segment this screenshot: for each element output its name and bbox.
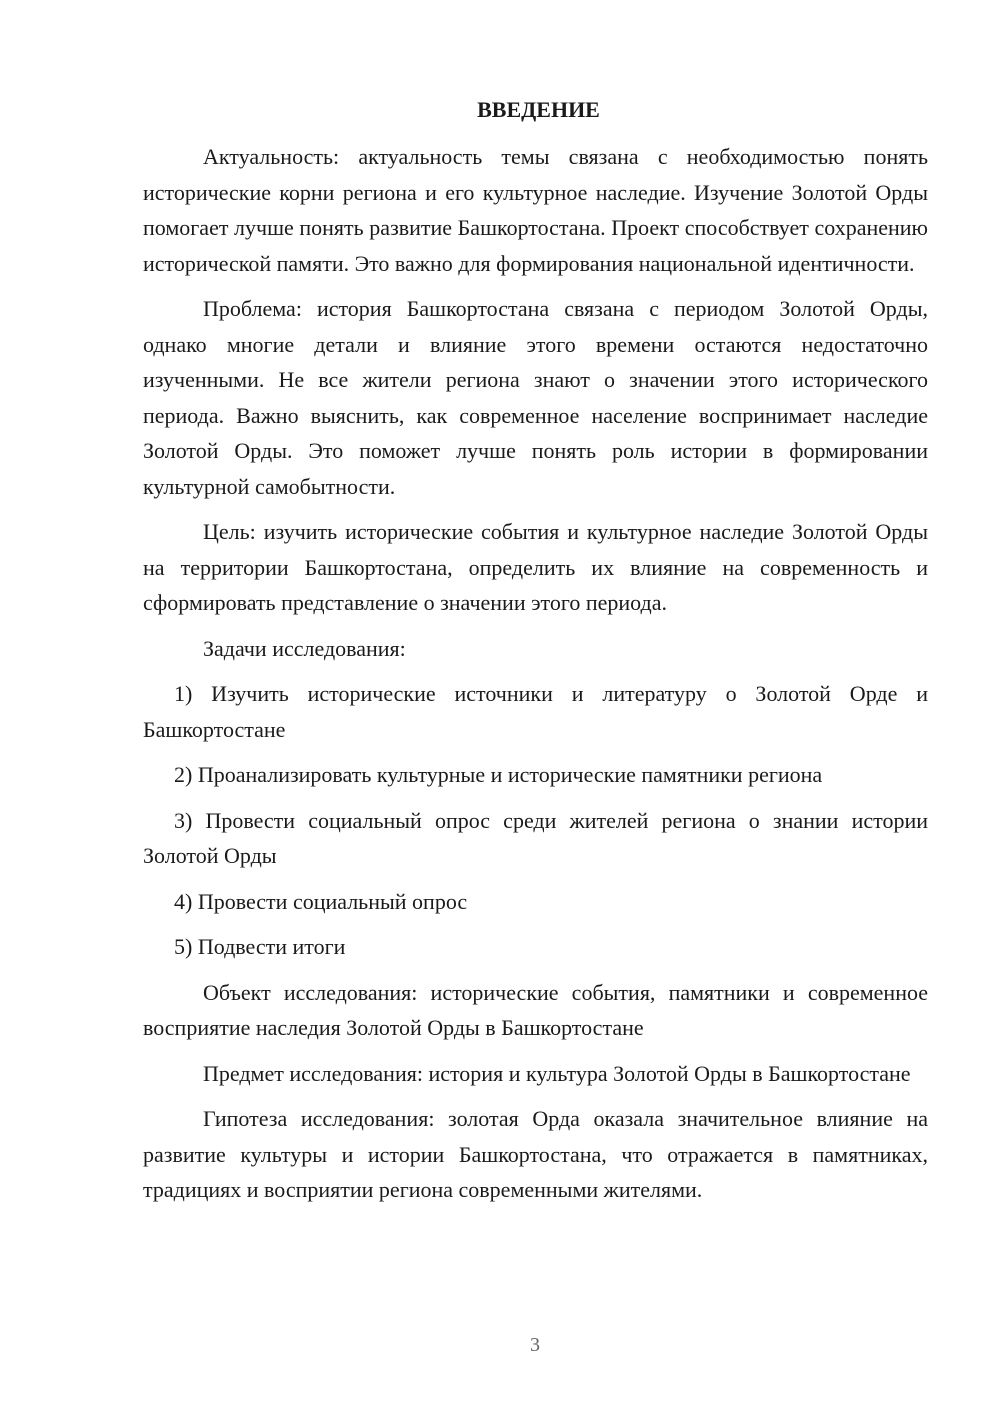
document-page [143, 92, 928, 1218]
task-item-4: 4) Провести социальный опрос [174, 888, 468, 914]
paragraph-hypothesis: Гипотеза исследования: золотая Орда оказала значительное влияние на развитие культуры и истории Башкортостана, что отражается в памятниках, традициях и восприятии региона современными жителями. [143, 1106, 928, 1202]
page-number: 3 [530, 1334, 540, 1356]
task-item-3: 3) Провести социальный опрос среди жителей региона о знании истории Золотой Орды [143, 807, 928, 868]
paragraph-subject: Предмет исследования: история и культура Золотой Орды в Башкортостане [203, 1060, 911, 1086]
paragraph-problem: Проблема: история Башкортостана связана с периодом Золотой Орды, однако многие детали и влияние этого времени остаются недостаточно изученными. Не все жители региона знают о значении этого исторического периода. Важно выяснить, как современное население воспринимает наследие Золотой Орды. Это поможет лучше понять роль истории в формировании культурной самобытности. [143, 296, 928, 499]
paragraph-relevance: Актуальность: актуальность темы связана с необходимостью понять исторические корни региона и его культурное наследие. Изучение Золотой Орды помогает лучше понять развитие Башкортостана. Проект способствует сохранению исторической памяти. Это важно для формирования национальной идентичности. [143, 144, 928, 276]
paragraph-object: Объект исследования: исторические события, памятники и современное восприятие наследия Золотой Орды в Башкортостане [143, 979, 928, 1040]
task-item-2: 2) Проанализировать культурные и исторические памятники региона [174, 762, 823, 787]
task-item-1: 1) Изучить исторические источники и литературу о Золотой Орде и Башкортостане [143, 681, 928, 742]
paragraph-tasks-heading: Задачи исследования: [203, 635, 406, 661]
task-item-5: 5) Подвести итоги [174, 934, 346, 959]
page-title: ВВЕДЕНИЕ [477, 97, 600, 122]
paragraph-goal: Цель: изучить исторические события и культурное наследие Золотой Орды на территории Башкортостана, определить их влияние на современность и сформировать представление о значении этого периода. [143, 519, 928, 615]
